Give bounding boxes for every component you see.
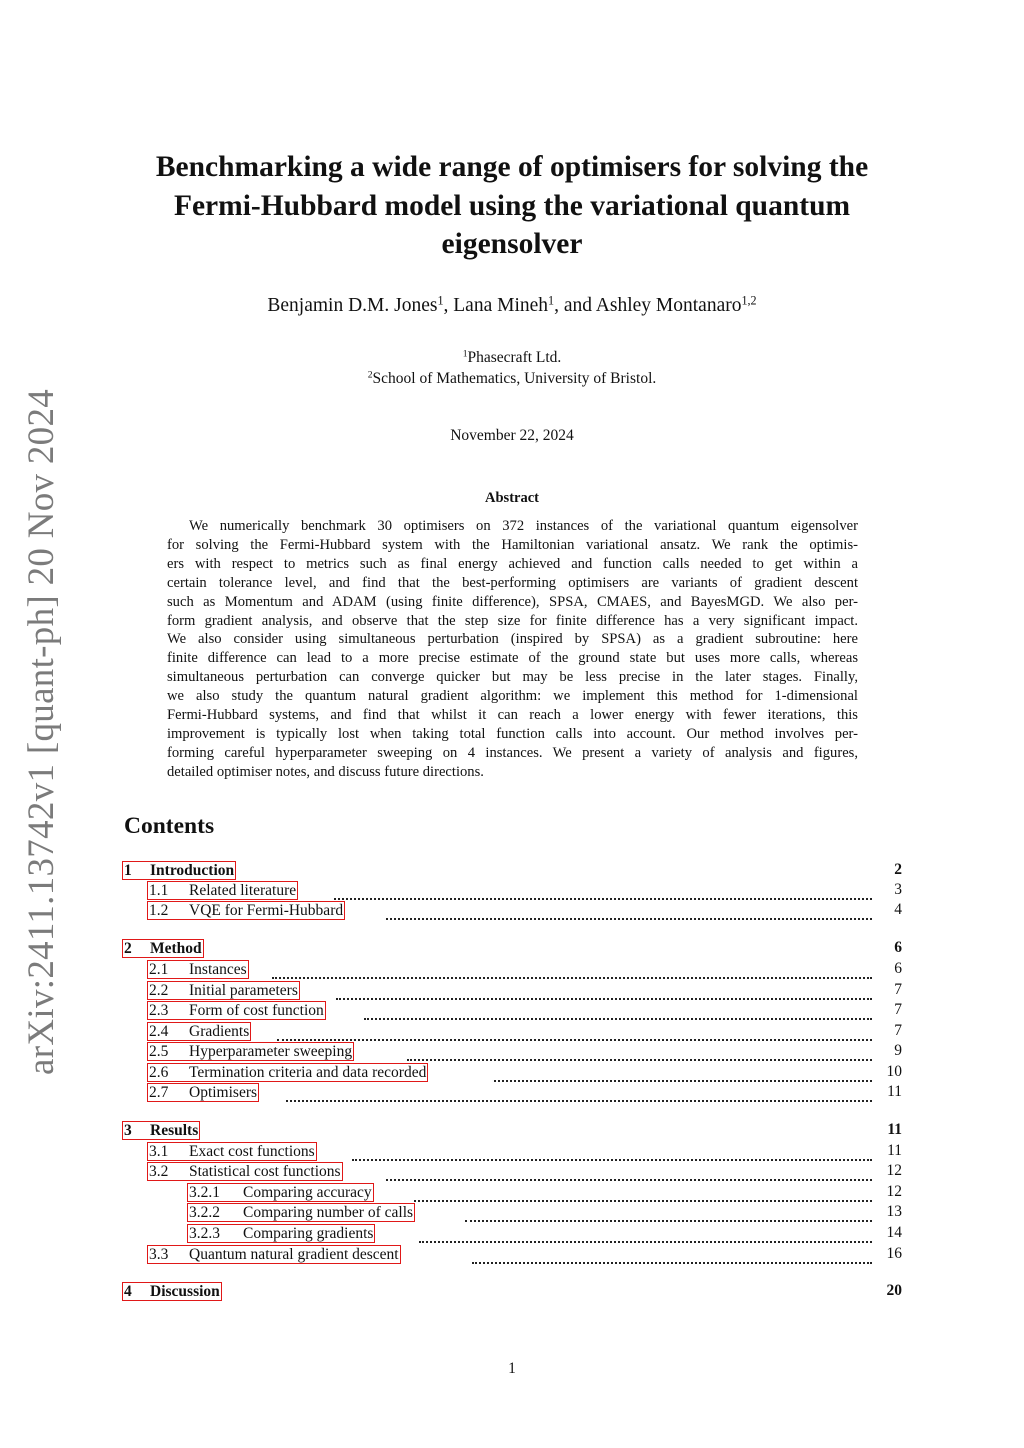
toc-title: Comparing accuracy	[243, 1184, 372, 1201]
abstract-line: forming careful hyperparameter sweeping on 4 instances. We present a variety of analysis and figures,	[167, 744, 858, 761]
page-number: 1	[508, 1360, 516, 1377]
toc-leader	[407, 1045, 872, 1061]
abstract-line: for solving the Fermi-Hubbard system with the Hamiltonian variational ansatz. We rank the optimis-	[167, 536, 858, 553]
toc-number: 3	[124, 1122, 132, 1139]
toc-title: VQE for Fermi-Hubbard	[189, 902, 344, 919]
toc-entry-section	[122, 861, 902, 882]
toc-number: 2.3	[149, 1002, 169, 1019]
paper-title-line: Fermi-Hubbard model using the variational quantum	[173, 189, 851, 222]
author-list	[100, 295, 924, 317]
toc-title: Exact cost functions	[189, 1143, 315, 1160]
toc-leader	[386, 1165, 872, 1181]
toc-entry-subsection	[122, 1001, 902, 1022]
toc-number: 1.2	[149, 902, 169, 919]
toc-entry-subsection	[122, 960, 902, 981]
arxiv-identifier-stamp: arXiv:2411.13742v1 [quant-ph] 20 Nov 2024	[21, 388, 62, 1075]
toc-number: 3.2	[149, 1163, 169, 1180]
toc-leader	[494, 1066, 872, 1082]
toc-page: 6	[894, 939, 902, 956]
affiliation-mark: 1	[462, 348, 468, 360]
toc-link[interactable]	[147, 1022, 251, 1041]
toc-title: Related literature	[189, 882, 297, 899]
toc-entry-subsection	[122, 1063, 902, 1084]
toc-page: 20	[886, 1282, 902, 1299]
toc-leader	[414, 1186, 872, 1202]
toc-link[interactable]	[122, 1282, 222, 1301]
toc-link[interactable]	[147, 881, 298, 900]
toc-number: 2.5	[149, 1043, 169, 1060]
toc-page: 7	[894, 1022, 902, 1039]
toc-entry-subsubsection	[122, 1224, 902, 1245]
toc-title: Introduction	[150, 862, 235, 879]
toc-entry-section	[122, 939, 902, 960]
toc-number: 4	[124, 1283, 132, 1300]
toc-page: 6	[894, 960, 902, 977]
toc-leader	[465, 1206, 872, 1222]
toc-page: 4	[894, 901, 902, 918]
toc-link[interactable]	[147, 1001, 326, 1020]
toc-entry-subsection	[122, 1245, 902, 1266]
toc-leader	[386, 904, 872, 920]
toc-link[interactable]	[187, 1224, 375, 1243]
toc-link[interactable]	[147, 901, 345, 920]
toc-page: 12	[886, 1162, 902, 1179]
toc-entry-section	[122, 1121, 902, 1142]
abstract-body	[167, 517, 858, 782]
toc-page: 7	[894, 981, 902, 998]
toc-page: 12	[886, 1183, 902, 1200]
toc-link[interactable]	[147, 981, 300, 1000]
affiliation-text: Phasecraft Ltd.	[467, 349, 562, 366]
toc-link[interactable]	[122, 939, 204, 958]
toc-number: 3.1	[149, 1143, 169, 1160]
toc-title: Quantum natural gradient descent	[189, 1246, 399, 1263]
toc-title: Instances	[189, 961, 247, 978]
toc-entry-subsubsection	[122, 1183, 902, 1204]
abstract-line: form gradient analysis, and observe that the step size for finite difference has a very significant impact.	[167, 612, 858, 629]
toc-number: 3.2.1	[189, 1184, 220, 1201]
toc-number: 2.2	[149, 982, 169, 999]
toc-page: 13	[886, 1203, 902, 1220]
affiliation-text: School of Mathematics, University of Bristol.	[372, 370, 657, 387]
toc-leader	[364, 1004, 872, 1020]
author-separator: ,	[443, 295, 454, 316]
toc-title: Optimisers	[189, 1084, 258, 1101]
abstract-line: Fermi-Hubbard systems, and find that whilst it can reach a lower energy with fewer iterations, this	[167, 707, 858, 724]
toc-entry-subsection	[122, 1042, 902, 1063]
author-name: Benjamin D.M. Jones	[267, 295, 438, 316]
abstract-line: We numerically benchmark 30 optimisers on 372 instances of the variational quantum eigensolver	[189, 518, 858, 534]
toc-entry-subsection	[122, 881, 902, 902]
author-separator: , and	[554, 295, 596, 316]
abstract-line: such as Momentum and ADAM (using finite difference), SPSA, CMAES, and BayesMGD. We also per-	[167, 593, 858, 610]
toc-entry-subsection	[122, 901, 902, 922]
toc-title: Hyperparameter sweeping	[189, 1043, 353, 1060]
toc-entry-subsection	[122, 981, 902, 1002]
toc-title: Method	[150, 940, 202, 957]
toc-title: Gradients	[189, 1023, 250, 1040]
toc-number: 2.6	[149, 1064, 169, 1081]
toc-page: 16	[886, 1245, 902, 1262]
author-name: Lana Mineh	[453, 295, 549, 316]
author-name: Ashley Montanaro	[595, 295, 742, 316]
author-affil-mark: 1	[548, 293, 555, 308]
abstract-line: improvement is typically lost when taking total function calls into account. Our method involves per-	[167, 725, 858, 742]
toc-link[interactable]	[122, 861, 236, 880]
toc-number: 2.1	[149, 961, 169, 978]
toc-leader	[336, 984, 872, 1000]
toc-link[interactable]	[147, 1063, 428, 1082]
toc-page: 3	[894, 881, 902, 898]
publication-date: November 22, 2024	[450, 427, 574, 444]
toc-link[interactable]	[147, 1162, 343, 1181]
toc-title: Comparing gradients	[243, 1225, 374, 1242]
toc-page: 10	[886, 1063, 902, 1080]
toc-leader	[272, 963, 872, 979]
toc-entry-subsection	[122, 1083, 902, 1104]
abstract-line: detailed optimiser notes, and discuss future directions.	[167, 763, 484, 780]
toc-page: 9	[894, 1042, 902, 1059]
toc-number: 1	[124, 862, 132, 879]
affiliations	[100, 347, 924, 389]
toc-page: 2	[894, 861, 902, 878]
toc-leader	[472, 1248, 872, 1264]
toc-entry-subsection	[122, 1162, 902, 1183]
toc-entry-subsection	[122, 1022, 902, 1043]
abstract-line: simultaneous perturbation can converge quicker but may be less precise in the later stages. Finally,	[167, 669, 858, 686]
abstract-line: ers with respect to metrics such as final energy achieved and function calls needed to get within a	[167, 555, 858, 572]
toc-leader	[334, 884, 872, 900]
toc-page: 11	[887, 1121, 902, 1138]
toc-title: Termination criteria and data recorded	[189, 1064, 427, 1081]
toc-leader	[277, 1025, 872, 1041]
toc-page: 11	[887, 1142, 902, 1159]
toc-leader	[286, 1086, 872, 1102]
toc-number: 3.2.3	[189, 1225, 220, 1242]
abstract-line: finite difference can lead to a more precise estimate of the ground state but uses more calls, whereas	[167, 650, 858, 667]
toc-link[interactable]	[147, 1245, 401, 1264]
toc-title: Results	[150, 1122, 199, 1139]
toc-entry-subsubsection	[122, 1203, 902, 1224]
paper-title	[100, 148, 924, 264]
toc-link[interactable]	[147, 1083, 259, 1102]
toc-link[interactable]	[187, 1183, 374, 1202]
toc-link[interactable]	[122, 1121, 200, 1140]
abstract-line: certain tolerance level, and find that the best-performing optimisers are variants of gradient descent	[167, 574, 858, 591]
toc-entry-subsection	[122, 1142, 902, 1163]
toc-link[interactable]	[147, 1042, 354, 1061]
toc-title: Discussion	[150, 1283, 220, 1300]
paper-title-line: Benchmarking a wide range of optimisers for solving the	[155, 151, 869, 183]
affiliation	[100, 347, 924, 368]
toc-leader	[419, 1227, 872, 1243]
toc-number: 1.1	[149, 882, 169, 899]
abstract-heading: Abstract	[485, 490, 539, 506]
toc-link[interactable]	[147, 960, 249, 979]
toc-number: 3.3	[149, 1246, 169, 1263]
toc-page: 11	[887, 1083, 902, 1100]
toc-title: Form of cost function	[189, 1002, 324, 1019]
toc-link[interactable]	[187, 1203, 415, 1222]
toc-number: 2	[124, 940, 132, 957]
toc-link[interactable]	[147, 1142, 317, 1161]
contents-heading: Contents	[124, 813, 215, 839]
author-affil-mark: 1	[437, 293, 444, 308]
toc-entry-section	[122, 1282, 902, 1303]
toc-leader	[352, 1145, 872, 1161]
toc-page: 14	[886, 1224, 902, 1241]
toc-title: Comparing number of calls	[243, 1204, 414, 1221]
toc-number: 2.7	[149, 1084, 169, 1101]
toc-title: Initial parameters	[189, 982, 298, 999]
abstract-line: We also consider using simultaneous perturbation (inspired by SPSA) as a gradient subroutine: here	[167, 631, 858, 648]
toc-number: 3.2.2	[189, 1204, 220, 1221]
affiliation	[100, 368, 924, 389]
toc-number: 2.4	[149, 1023, 169, 1040]
abstract-line: we also study the quantum natural gradient algorithm: we implement this method for 1-dimensional	[167, 688, 858, 705]
toc-page: 7	[894, 1001, 902, 1018]
paper-title-line: eigensolver	[441, 228, 583, 260]
affiliation-mark: 2	[367, 369, 373, 381]
toc-title: Statistical cost functions	[189, 1163, 341, 1180]
author-affil-mark: 1,2	[741, 293, 757, 308]
